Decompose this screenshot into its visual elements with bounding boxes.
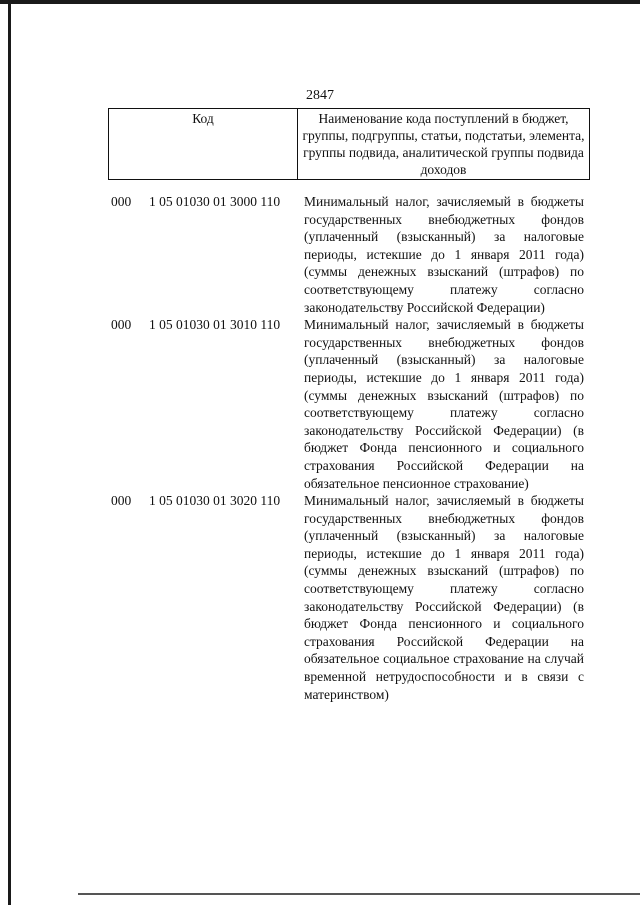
scan-border-left <box>8 0 11 905</box>
scan-border-top <box>0 0 640 4</box>
page-number: 2847 <box>306 88 334 103</box>
income-code-list <box>108 193 586 703</box>
column-header-code: Код <box>109 109 298 180</box>
administrator-code: 000 <box>111 194 132 209</box>
scan-border-bottom <box>78 893 640 895</box>
budget-classification-code: 1 05 01030 01 3020 110 <box>149 493 281 509</box>
income-description: Минимальный налог, зачисляемый в бюджеты государственных внебюджетных фондов (уплаченный (взысканный) за налоговые периоды, истекшие до 1 января 2011 года) (суммы денежных взысканий (штрафов) по соответствующему платежу согласно законодательству Российской Федерации) <box>304 194 584 315</box>
column-header-name: Наименование кода поступлений в бюджет, группы, подгруппы, статьи, подстатьи, элемента, группы подвида, аналитической группы подвида доходов <box>298 109 590 180</box>
income-code-entry <box>108 193 586 316</box>
income-description: Минимальный налог, зачисляемый в бюджеты государственных внебюджетных фондов (уплаченный (взысканный) за налоговые периоды, истекшие до 1 января 2011 года) (суммы денежных взысканий (штрафов) по соответствующему платежу согласно законодательству Российской Федерации) (в бюджет Фонда пенсионного и социального страхования Российской Федерации на обязательное пенсионное страхование) <box>304 317 584 491</box>
column-header-row <box>109 109 590 180</box>
income-code-entry <box>108 316 586 492</box>
budget-classification-code: 1 05 01030 01 3010 110 <box>149 317 281 333</box>
administrator-code: 000 <box>111 493 132 509</box>
administrator-code: 000 <box>111 317 132 333</box>
income-code-entry <box>108 492 586 703</box>
budget-classification-code: 1 05 01030 01 3000 110 <box>149 194 281 209</box>
income-description: Минимальный налог, зачисляемый в бюджеты государственных внебюджетных фондов (уплаченный (взысканный) за налоговые периоды, истекшие до 1 января 2011 года) (суммы денежных взысканий (штрафов) по соответствующему платежу согласно законодательству Российской Федерации) (в бюджет Фонда пенсионного и социального страхования Российской Федерации на обязательное социальное страхование на случай временной нетрудоспособности и в связи с материнством) <box>304 493 584 702</box>
column-header-table <box>108 108 590 180</box>
